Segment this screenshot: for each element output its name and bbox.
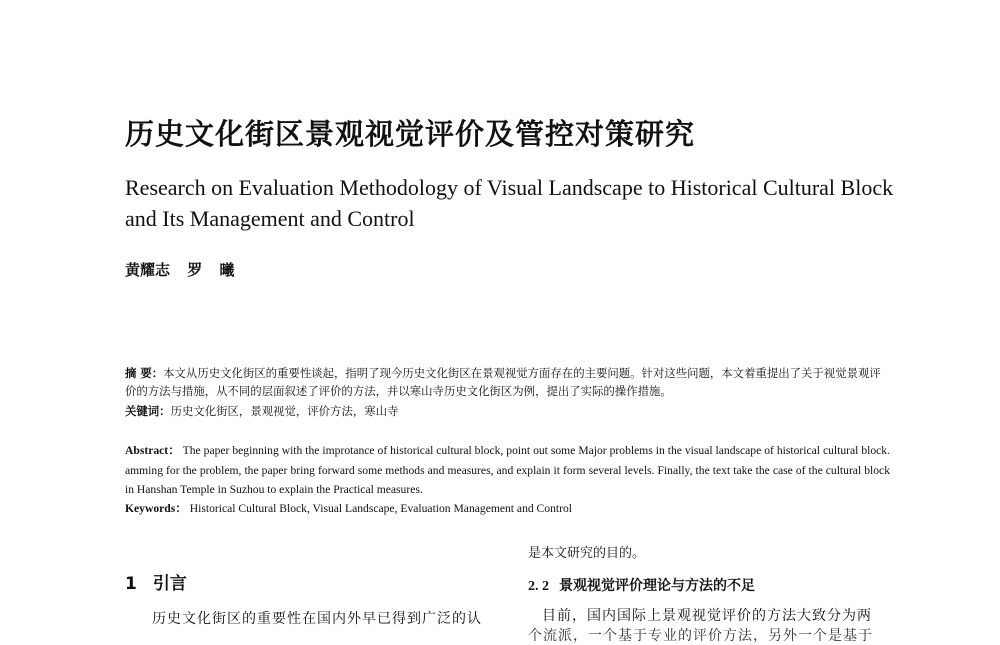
right-column-cut-line: 个流派，一个基于专业的评价方法，另外一个是基于 xyxy=(528,628,873,644)
right-column-paragraph: 目前，国内国际上景观视觉评价的方法大致分为两 xyxy=(542,608,872,624)
keywords-cn xyxy=(125,402,890,420)
section-1-number: 1 xyxy=(125,574,137,594)
section-2-2-title: 景观视觉评价理论与方法的不足 xyxy=(559,578,755,594)
section-2-2-number: 2. 2 xyxy=(528,579,549,594)
section-1-title: 引言 xyxy=(152,574,187,594)
abstract-en xyxy=(125,441,890,500)
abstract-cn xyxy=(125,364,890,400)
keywords-en-label: Keywords： xyxy=(125,502,187,515)
keywords-cn-text: 历史文化街区，景观视觉，评价方法，寒山寺 xyxy=(170,404,399,418)
keywords-en-text: Historical Cultural Block, Visual Landscape, Evaluation Management and Control xyxy=(189,502,572,515)
keywords-cn-label: 关键词： xyxy=(125,404,171,418)
section-1-heading xyxy=(125,569,187,594)
paper-title-cn: 历史文化街区景观视觉评价及管控对策研究 xyxy=(125,117,696,151)
left-column-paragraph: 历史文化街区的重要性在国内外早已得到广泛的认 xyxy=(152,611,482,627)
keywords-en xyxy=(125,499,890,519)
authors: 黄耀志 罗 曦 xyxy=(125,261,235,279)
paper-title-en: Research on Evaluation Methodology of Visual Landscape to Historical Cultural Block and Its Management and Control xyxy=(125,175,894,231)
abstract-en-label: Abstract： xyxy=(125,444,180,457)
abstract-en-text: The paper beginning with the improtance of historical cultural block, point out some Major problems in the visual landscape of historical cultural block. amming for the problem, the paper bring forward some methods and measures, and explain it form several levels. Finally, the text take the case of the cultural block in Hanshan Temple in Suzhou to explain the Practical measures. xyxy=(125,444,890,496)
abstract-cn-label: 摘 要： xyxy=(125,366,164,380)
section-2-2-heading xyxy=(528,575,755,595)
abstract-cn-text: 本文从历史文化街区的重要性谈起，指明了现今历史文化街区在景观视觉方面存在的主要问题。针对这些问题，本文着重提出了关于视觉景观评价的方法与措施，从不同的层面叙述了评价的方法，并以寒山寺历史文化街区为例，提出了实际的操作措施。 xyxy=(125,366,881,398)
right-column-top-line: 是本文研究的目的。 xyxy=(528,546,646,561)
